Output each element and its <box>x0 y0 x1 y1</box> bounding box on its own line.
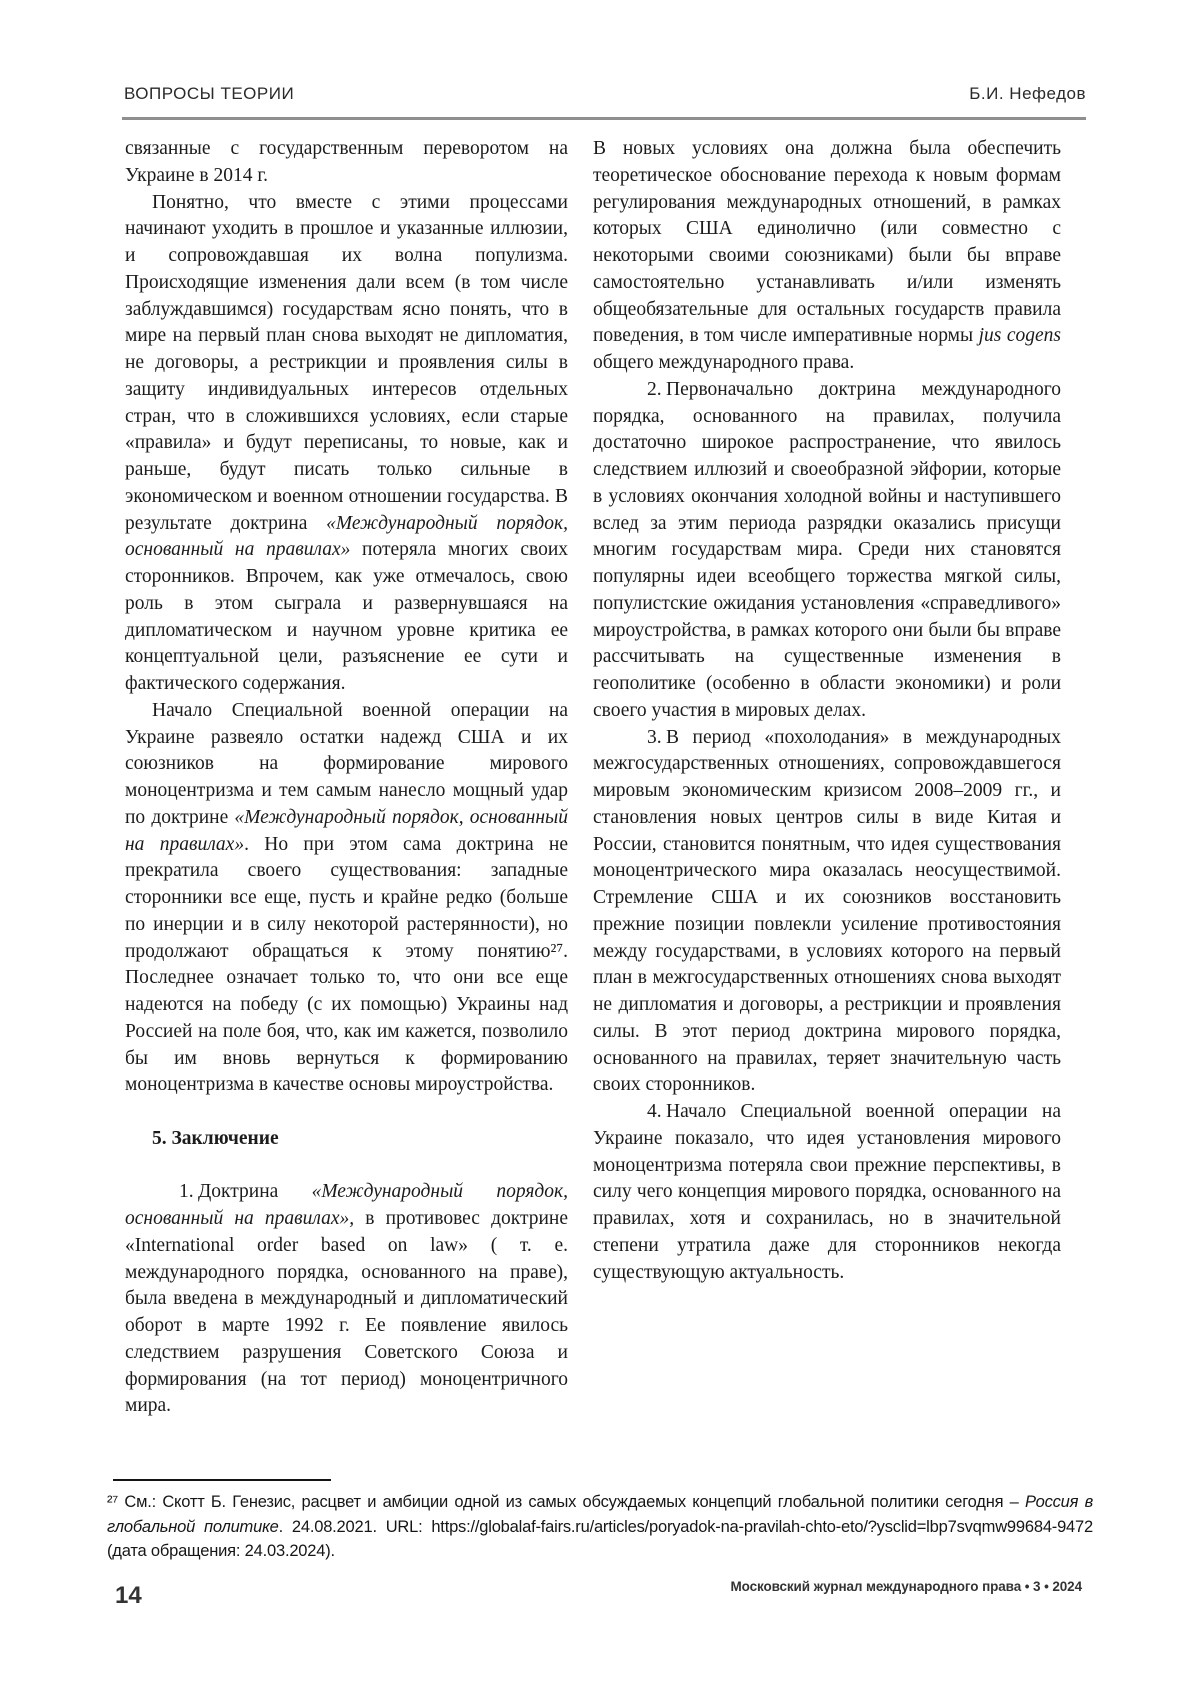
author-label: Б.И. Нефедов <box>969 84 1086 103</box>
paragraph: В новых условиях она должна была обеспечить теоретическое обоснование перехода к новым формам регулирования международных отношений, в рамках которых США единолично (или совместно с некоторыми своими союзниками) были бы вправе самостоятельно устанавливать и/или изменять общеобязательные для остальных государств правила поведения, в том числе императивные нормы jus cogens общего международного права. <box>593 138 1061 373</box>
footnote: ²⁷ См.: Скотт Б. Генезис, расцвет и амбиции одной из самых обсуждаемых концепций глобальной политики сегодня – Россия в глобальной политике. 24.08.2021. URL: https://globalaf-fairs.ru/articles/poryadok-na-pravilah-chto-eto/?ysclid=lbp7svqmw99684-9472 (дата обращения: 24.03.2024). <box>107 1493 1094 1560</box>
journal-footer: Московский журнал международного права • 3 • 2024 <box>730 1579 1082 1594</box>
paragraph-text: Доктрина «Международный порядок, основанный на правилах», в противовес доктрине «International order based on law» ( т. е. международного порядка, основанного на праве), была введена в международный и дипломатический оборот в марте 1992 г. Ее появление явилось следствием разрушения Советского Союза и формирования (на тот период) моноцентричного мира. <box>125 1181 569 1417</box>
paragraph-number: 4. <box>647 1101 662 1122</box>
paragraph-number: 2. <box>647 378 662 400</box>
paragraph: Понятно, что вместе с этими процессами начинают уходить в прошлое и указанные иллюзии, и сопровождавшая их волна популизма. Происходящие изменения дали всем (в том числе заблуждавшимся) государствам ясно понять, что в мире на первый план снова выходят не дипломатия, не договоры, а рестрикции и проявления силы в защиту индивидуальных интересов отдельных стран, что в сложившихся условиях, если старые «правила» и будут переписаны, то новые, как и раньше, будут писать только сильные в экономическом и военном отношении государства. В результате доктрина «Международный порядок, основанный на правилах» потеряла многих своих сторонников. Впрочем, как уже отмечалось, свою роль в этом сыграла и развернувшаяся на дипломатическом и научном уровне критика ее концептуальной цели, разъяснение ее сути и фактического содержания. <box>125 191 569 694</box>
paragraph-text: В период «похолодания» в международных межгосударственных отношениях, сопровождавшегося мировым экономическим кризисом 2008–2009 гг., и становления новых центров силы в виде Китая и России, становится понятным, что идея существования моноцентрического мира оказалась неосуществимой. Стремление США и их союзников восстановить прежние позиции повлекли усиление противостояния между государствами, в условиях которого на первый план в межгосударственных отношениях снова выходят не дипломатия и договоры, а рестрикции и проявления силы. В этот период доктрина мирового порядка, основанного на правилах, теряет значительную часть своих сторонников. <box>593 726 1061 1096</box>
numbered-paragraph <box>593 1099 1061 1286</box>
numbered-paragraph <box>593 377 1061 725</box>
paragraph-number: 3. <box>647 726 662 748</box>
left-column <box>125 136 568 1420</box>
paragraph: связанные с государственным переворотом на Украине в 2014 г. <box>125 138 568 186</box>
paragraph-text: Начало Специальной военной операции на Украине показало, что идея установления мирового моноцентризма потеряла свои прежние перспективы, в силу чего концепция мирового порядка, основанного на правилах, хотя и сохранилась, но в значительной степени утратила даже для сторонников некогда существующую актуальность. <box>593 1101 1061 1283</box>
right-column <box>593 136 1061 1420</box>
text-columns <box>125 136 1061 1420</box>
section-label: ВОПРОСЫ ТЕОРИИ <box>124 84 295 103</box>
paragraph-text: Первоначально доктрина международного порядка, основанного на правилах, получила достаточно широкое распространение, что явилось следствием иллюзий и своеобразной эйфории, которые в условиях окончания холодной войны и наступившего вслед за этим периода разрядки оказались присущи многим государствам мира. Среди них становятся популярны идеи всеобщего торжества мягкой силы, популистские ожидания установления «справедливого» мироустройства, в рамках которого они были бы вправе рассчитывать на существенные изменения в геополитике (особенно в области экономики) и роли своего участия в мировых делах. <box>593 378 1061 721</box>
header-rule <box>122 117 1086 120</box>
running-head <box>124 84 1086 104</box>
paragraph: Начало Специальной военной операции на Украине развеяло остатки надежд США и их союзников на формирование мирового моноцентризма и тем самым нанесло мощный удар по доктрине «Международный порядок, основанный на правилах». Но при этом сама доктрина не прекратила своего существования: западные сторонники все еще, пусть и крайне редко (больше по инерции и в силу некоторой растерянности), но продолжают обращаться к этому понятию²⁷. Последнее означает только то, что они все еще надеются на победу (с их помощью) Украины над Россией на поле боя, что, как им кажется, позволило бы им вновь вернуться к формированию моноцентризма в качестве основы мироустройства. <box>125 699 568 1096</box>
section-heading: 5. Заключение <box>152 1127 279 1149</box>
footnote-separator <box>113 1479 331 1481</box>
paragraph-number: 1. <box>179 1181 194 1203</box>
numbered-paragraph <box>593 725 1061 1100</box>
page-number: 14 <box>115 1582 142 1609</box>
numbered-paragraph <box>125 1179 568 1420</box>
